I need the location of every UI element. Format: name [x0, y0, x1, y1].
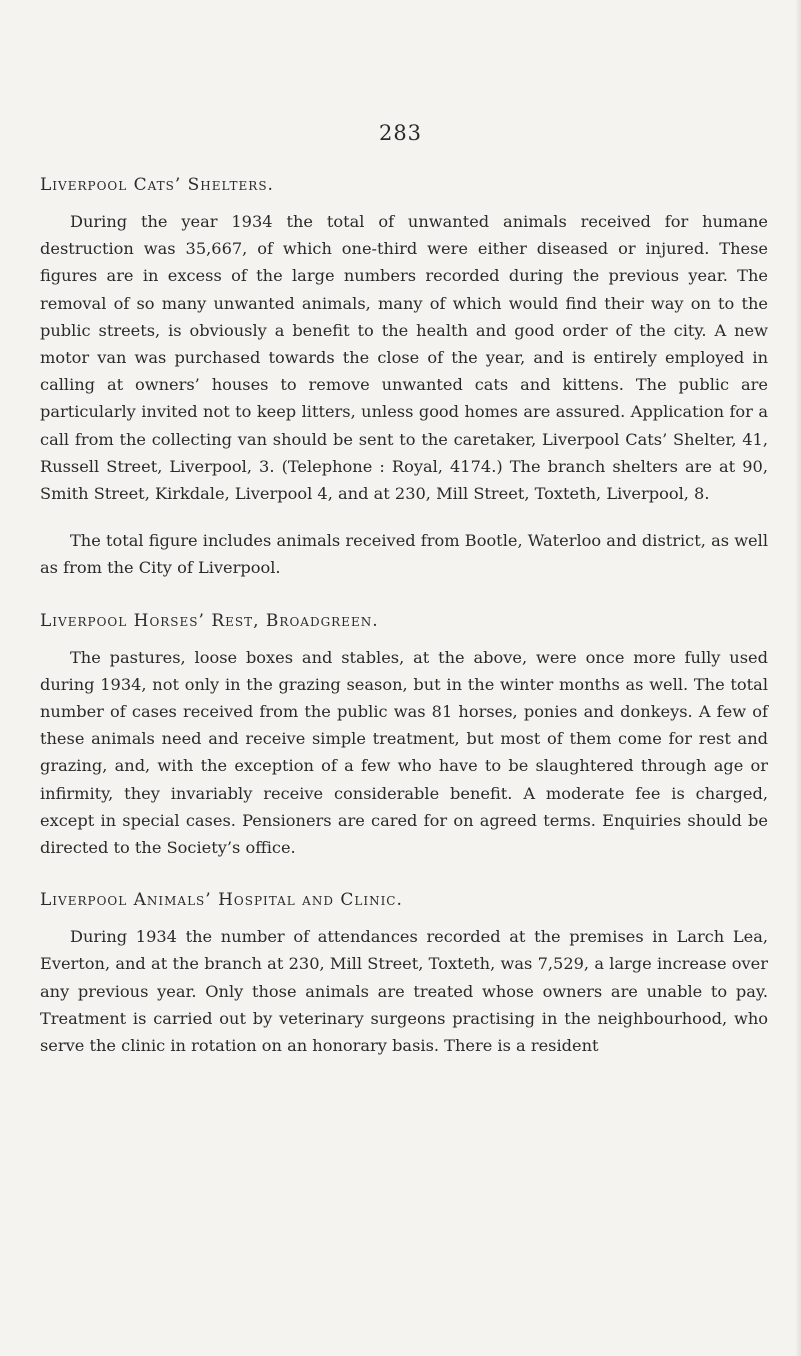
page-number: 283	[378, 121, 423, 145]
section-heading: Liverpool Cats’ Shelters.	[40, 175, 274, 195]
section-cats-shelters	[40, 172, 768, 582]
section-animals-hospital	[40, 887, 768, 1059]
page-content	[40, 172, 768, 1059]
paragraph: During 1934 the number of attendances recorded at the premises in Larch Lea, Everton, and at the branch at 230, Mill Street, Toxteth, was 7,529, a large increase over any previous year. Only those animals are treated whose owners are unable to pay. Treatment is carried out by veterinary surgeons practising in the neighbourhood, who serve the clinic in rotation on an honorary basis. There is a resident	[40, 927, 768, 1056]
section-horses-rest	[40, 608, 768, 862]
paragraph: During the year 1934 the total of unwanted animals received for humane destruction was 35,667, of which one-third were either diseased or injured. These figures are in excess of the large numbers recorded during the previous year. The removal of so many unwanted animals, many of which would find their way on to the public streets, is obviously a benefit to the health and good order of the city. A new motor van was purchased towards the close of the year, and is entirely employed in calling at owners’ houses to remove unwanted cats and kittens. The public are particularly invited not to keep litters, unless good homes are assured. Application for a call from the collecting van should be sent to the caretaker, Liverpool Cats’ Shelter, 41, Russell Street, Liverpool, 3. (Telephone : Royal, 4174.) The branch shelters are at 90, Smith Street, Kirkdale, Liverpool 4, and at 230, Mill Street, Toxteth, Liverpool, 8.	[40, 212, 768, 504]
paragraph: The pastures, loose boxes and stables, at the above, were once more fully used during 1934, not only in the grazing season, but in the winter months as well. The total number of cases received from the public was 81 horses, ponies and donkeys. A few of these animals need and receive simple treatment, but most of them come for rest and grazing, and, with the exception of a few who have to be slaughtered through age or infirmity, they invariably receive considerable benefit. A moderate fee is charged, except in special cases. Pensioners are cared for on agreed terms. Enquiries should be directed to the Society’s office.	[40, 647, 768, 858]
section-heading: Liverpool Horses’ Rest, Broadgreen.	[40, 610, 379, 631]
section-heading: Liverpool Animals’ Hospital and Clinic.	[40, 890, 403, 911]
page-edge-shadow	[795, 0, 801, 1356]
paragraph: The total figure includes animals received from Bootle, Waterloo and district, as well as from the City of Liverpool.	[40, 531, 768, 578]
